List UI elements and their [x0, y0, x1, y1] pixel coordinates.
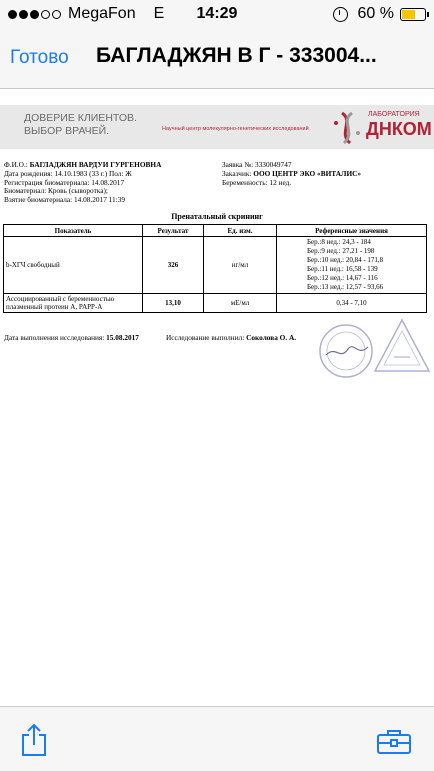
reference-values: [277, 237, 427, 294]
reference-line: Бер.:11 нед.: 16,58 - 139: [307, 265, 378, 273]
reference-line: Бер.:13 нед.: 12,57 - 93,66: [307, 283, 384, 291]
reference-line: Бер.:10 нед.: 20,84 - 171,8: [307, 256, 384, 264]
unit: мЕ/мл: [204, 294, 277, 313]
col-header-unit: Ед. изм.: [204, 225, 277, 237]
table-header-row: [4, 225, 427, 237]
clock: 14:29: [196, 5, 238, 22]
alarm-icon: [333, 7, 348, 22]
table-row: [4, 237, 427, 294]
customer-label: Заказчик:: [222, 168, 252, 178]
completion-date-label: Дата выполнения исследования:: [4, 333, 105, 342]
biomaterial: Биоматериал: Кровь (сыворотка);: [4, 186, 108, 196]
reference-line: Бер.:12 нед.: 14,67 - 116: [307, 274, 378, 282]
order-info: [222, 161, 361, 187]
document-preview[interactable]: [0, 89, 434, 705]
battery-percent: 60 %: [357, 5, 394, 22]
results-table: [3, 224, 427, 313]
completion-date: [4, 333, 139, 342]
network-type: E: [153, 5, 165, 22]
performer-label: Исследование выполнил:: [166, 333, 245, 342]
customer-name: ООО ЦЕНТР ЭКО «ВИТАЛИС»: [253, 168, 362, 178]
fio-label: Ф.И.О.:: [4, 160, 28, 169]
patient-name: БАГЛАДЖЯН ВАРДУИ ГУРГЕНОВНА: [29, 160, 162, 169]
slogan-line1: ДОВЕРИЕ КЛИЕНТОВ.: [24, 112, 137, 124]
signature-stamp-icon: [318, 321, 374, 385]
result-value: 326: [143, 237, 204, 294]
indicator-name-line2: плазменный протеин А, PAPP-A: [6, 303, 103, 311]
col-header-indicator: Показатель: [4, 225, 143, 237]
status-right: [333, 5, 426, 23]
table-row: [4, 294, 427, 313]
navigation-bar: [0, 30, 434, 89]
patient-info: [4, 161, 161, 205]
status-bar: [0, 0, 434, 30]
lab-label: ЛАБОРАТОРИЯ: [368, 111, 420, 118]
lab-stamp-icon: [372, 317, 432, 375]
result-value: 13,10: [143, 294, 204, 313]
reference-value: 0,34 - 7,10: [277, 294, 427, 313]
col-header-reference: Референсные значения: [277, 225, 427, 237]
page-title: БАГЛАДЖЯН В Г - 333004...: [96, 44, 377, 67]
slogan: [24, 112, 137, 138]
indicator-name: b-ХГЧ свободный: [4, 237, 143, 294]
science-center-label: Научный центр молекулярно-генетических исследований: [162, 126, 309, 132]
slogan-line2: ВЫБОР ВРАЧЕЙ.: [24, 125, 110, 137]
toolbox-icon[interactable]: [376, 727, 412, 755]
battery-fill: [402, 10, 415, 19]
share-icon[interactable]: [20, 723, 48, 757]
indicator-name-line1: Ассоциированный с беременностью: [6, 295, 115, 303]
taken-date: Взятие биоматериала: 14.08.2017 11:39: [4, 195, 126, 205]
order-number: Заявка №: 3330049747: [222, 160, 292, 169]
battery-icon: [400, 8, 426, 21]
registration-date: Регистрация биоматериала: 14.08.2017: [4, 177, 125, 187]
reference-line: Бер.:9 нед.: 27,21 - 198: [307, 247, 375, 255]
lab-header: [0, 105, 434, 149]
reference-line: Бер.:8 нед.: 24,3 - 184: [307, 238, 371, 246]
carrier-name: MegaFon: [68, 5, 136, 22]
performer-name: Соколова О. А.: [246, 333, 297, 342]
done-button[interactable]: Готово: [10, 47, 69, 68]
col-header-result: Результат: [143, 225, 204, 237]
section-title: Пренатальный скрининг: [171, 212, 263, 221]
completion-date-value: 15.08.2017: [106, 333, 139, 342]
dna-logo-icon: [328, 111, 368, 145]
performer: [166, 333, 296, 342]
pregnancy-term: Беременность: 12 нед.: [222, 177, 292, 187]
bottom-toolbar: [0, 706, 434, 771]
unit: нг/мл: [204, 237, 277, 294]
indicator-name: [4, 294, 143, 313]
birth-date: Дата рождения: 14.10.1983 (33 г.) Пол: Ж: [4, 168, 132, 178]
lab-name: ДНКОМ: [366, 119, 432, 139]
